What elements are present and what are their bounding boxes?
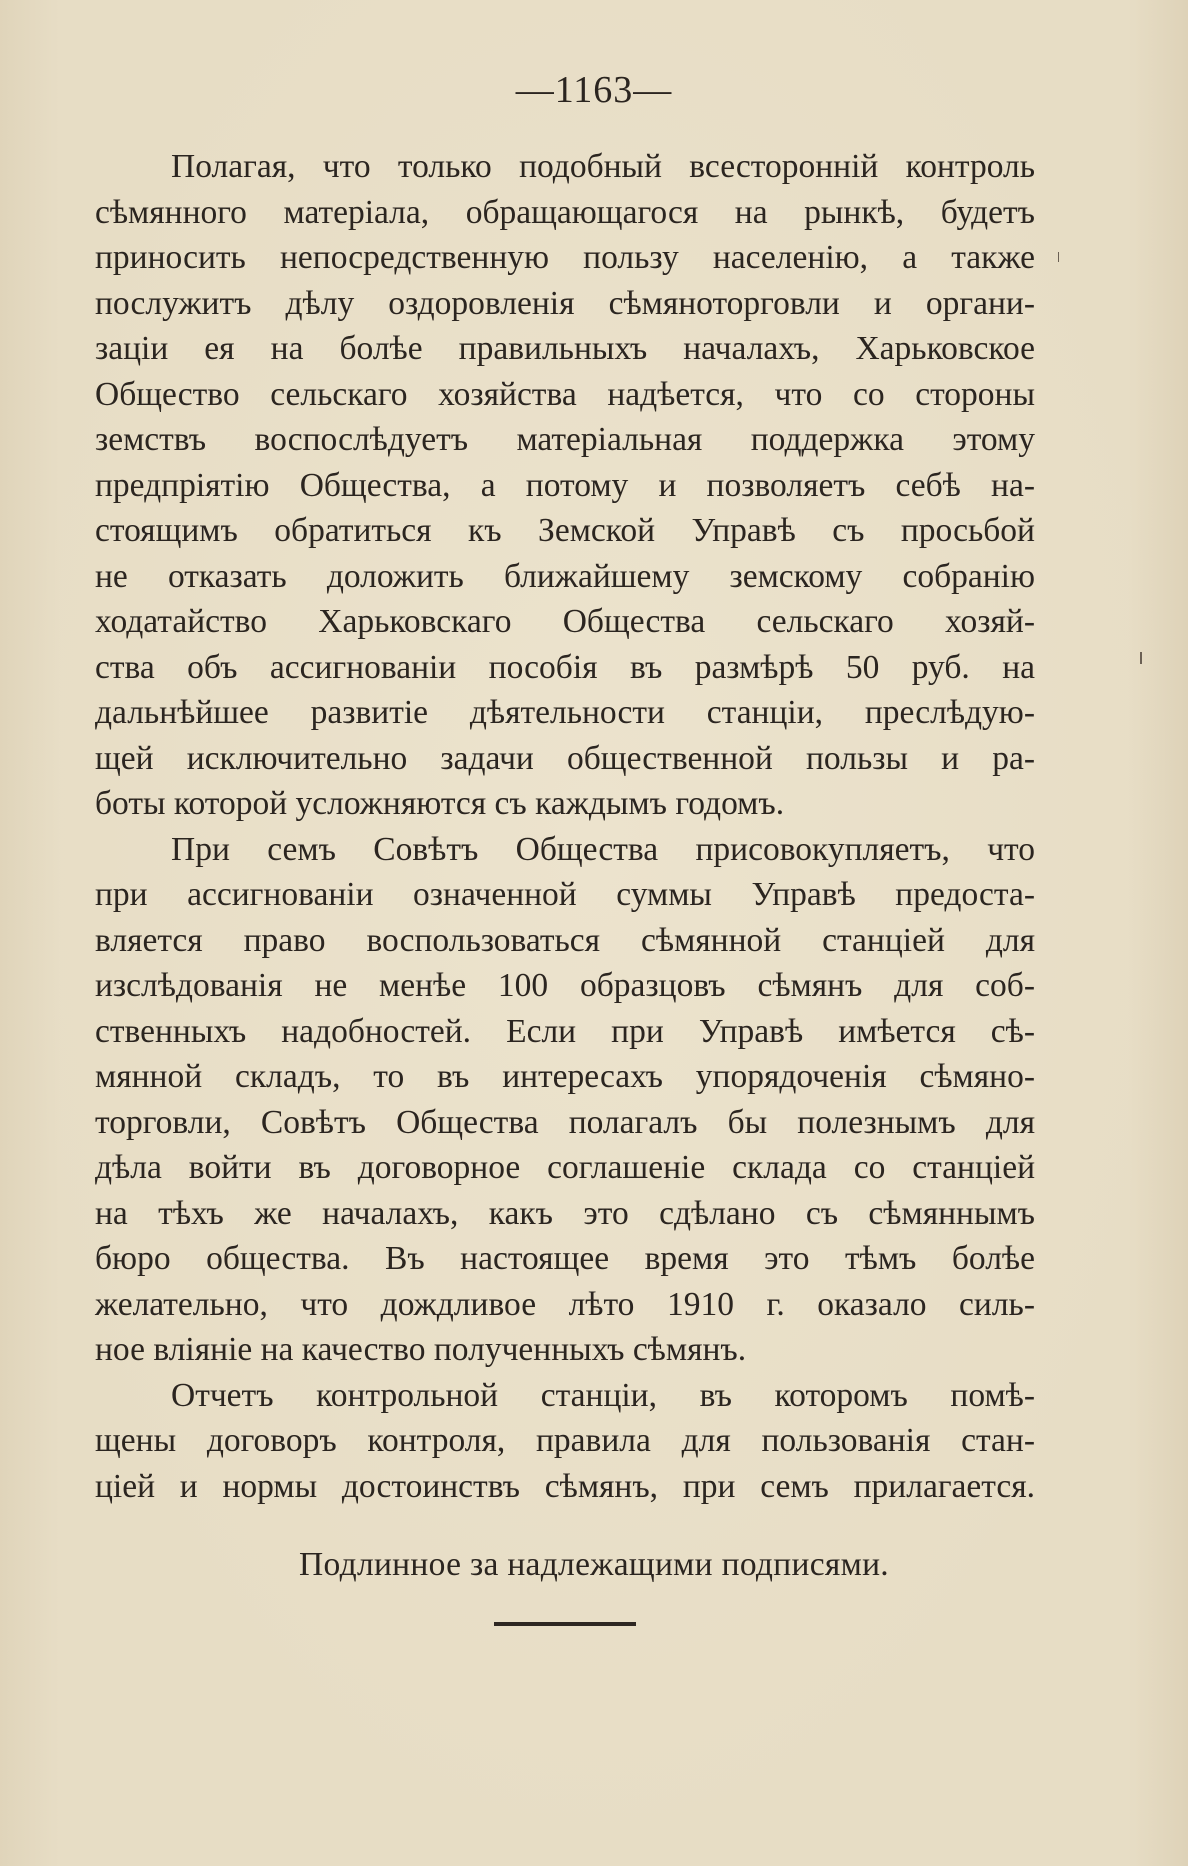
closing-signature-line: Подлинное за надлежащими подписями.: [299, 1546, 889, 1583]
body-text: [95, 144, 1035, 1509]
text-line: бюро общества. Въ настоящее время это тѣмъ болѣе: [95, 1240, 1035, 1277]
page-number: —1163—: [515, 69, 673, 111]
text-line: дальнѣйшее развитіе дѣятельности станціи, преслѣдую-: [95, 694, 1035, 731]
text-line: торговли, Совѣтъ Общества полагалъ бы полезнымъ для: [95, 1103, 1035, 1141]
text-line: на тѣхъ же началахъ, какъ это сдѣлано съ сѣмяннымъ: [95, 1194, 1035, 1232]
margin-speck: [1058, 252, 1059, 262]
text-line: щей исключительно задачи общественной пользы и ра-: [95, 739, 1035, 777]
text-line: стоящимъ обратиться къ Земской Управѣ съ просьбой: [95, 512, 1035, 549]
text-line: щены договоръ контроля, правила для пользованія стан-: [95, 1422, 1035, 1459]
margin-speck: [1140, 652, 1142, 664]
text-line: ственныхъ надобностей. Если при Управѣ имѣется сѣ-: [95, 1012, 1035, 1050]
text-line: послужитъ дѣлу оздоровленія сѣмяноторговли и органи-: [95, 284, 1035, 322]
text-line: мянной складъ, то въ интересахъ упорядоченія сѣмяно-: [95, 1058, 1035, 1095]
text-line: предпріятію Общества, а потому и позволяетъ себѣ на-: [95, 466, 1035, 504]
text-line: боты которой усложняются съ каждымъ годомъ.: [95, 785, 785, 822]
closing-rule: [494, 1622, 636, 1626]
text-line: Полагая, что только подобный всесторонній контроль: [171, 148, 1035, 185]
text-line: При семъ Совѣтъ Общества присовокупляетъ, что: [171, 830, 1035, 868]
text-line: ства объ ассигнованіи пособія въ размѣрѣ 50 руб. на: [95, 648, 1035, 686]
text-line: ное вліяніе на качество полученныхъ сѣмянъ.: [95, 1331, 747, 1368]
text-line: приносить непосредственную пользу населенію, а также: [95, 239, 1035, 276]
text-line: при ассигнованіи означенной суммы Управѣ предоста-: [95, 876, 1035, 913]
text-line: земствъ воспослѣдуетъ матеріальная поддержка этому: [95, 421, 1035, 458]
text-line: Отчетъ контрольной станціи, въ которомъ помѣ-: [171, 1376, 1035, 1414]
text-line: ходатайство Харьковскаго Общества сельскаго хозяй-: [95, 603, 1035, 640]
text-line: дѣла войти въ договорное соглашеніе склада со станціей: [95, 1149, 1035, 1186]
text-line: вляется право воспользоваться сѣмянной станціей для: [95, 921, 1035, 959]
text-line: заціи ея на болѣе правильныхъ началахъ, Харьковское: [95, 330, 1035, 367]
text-line: желательно, что дождливое лѣто 1910 г. оказало силь-: [95, 1285, 1035, 1323]
text-line: сѣмянного матеріала, обращающагося на рынкѣ, будетъ: [95, 193, 1035, 231]
text-line: Общество сельскаго хозяйства надѣется, что со стороны: [95, 375, 1035, 413]
text-line: ціей и нормы достоинствъ сѣмянъ, при семъ прилагается.: [95, 1467, 1035, 1505]
text-line: не отказать доложить ближайшему земскому собранію: [95, 557, 1035, 595]
text-line: изслѣдованія не менѣе 100 образцовъ сѣмянъ для соб-: [95, 967, 1035, 1004]
